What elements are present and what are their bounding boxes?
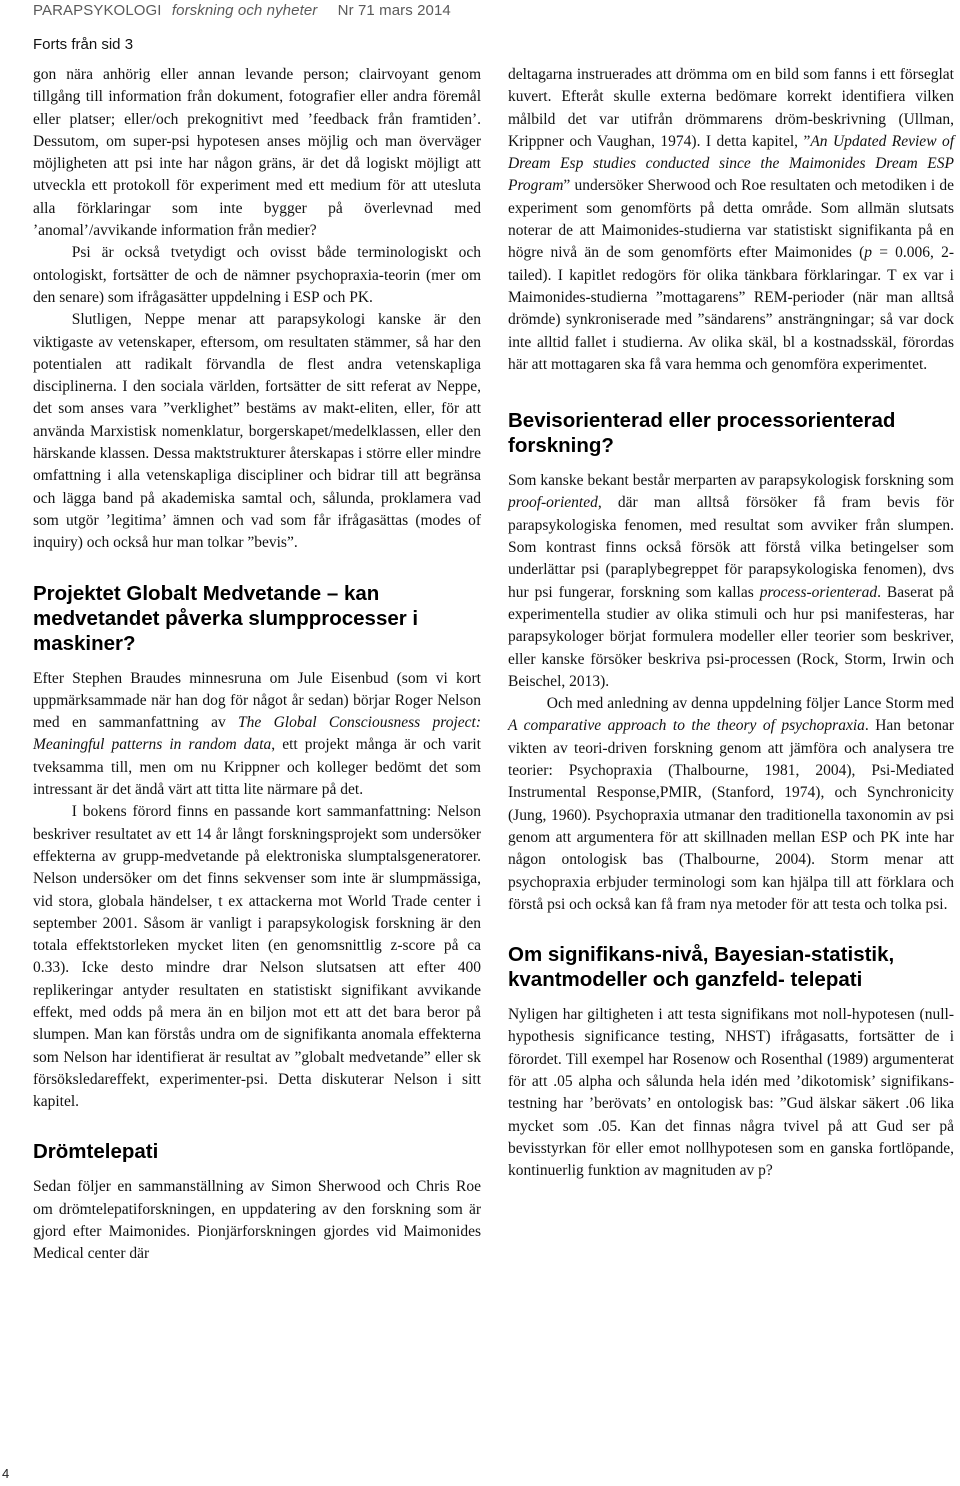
left-paragraph-3: Slutligen, Neppe menar att parapsykologi kanske är den viktigaste av vetenskaper, eftersom, om resultaten stämmer, så har den potentialen att radikalt förvandla de flest andra vetenskapliga disciplinerna. I den sociala världen, fortsätter de sitt referat av Neppe, det som anses vara ”verklighet” bestäms av makt-eliten, eller, för att använda Marxistisk nomenklatur, borgerskapet/medelklassen, eller den härskande klassen. Dessa maktstrukturer återskapas i större eller mindre omfattning i alla vetenskapliga discipliner och bidrar till att begränsa och lägga band på akademiska samtal och, sålunda, proklamera vad som utgör ’legitima’ ämnen och vad som får ifrågasättas (modes of inquiry) och också hur man tolkar ”bevis”.	[33, 311, 481, 552]
text-run: Efter Stephen Braudes minnesruna om Jule Eisenbud (som vi kort uppmärksammade när han dog för något år sedan) börjar Roger Nelson med en sammanfattning av	[33, 669, 481, 732]
left-paragraph-2: Psi är också tvetydigt och ovisst både terminologiskt och ontologiskt, fortsätter de och de nämner psychopraxia-teorin (mer om den senare) som ifrågasätter uppdelning i ESP och PK.	[33, 244, 481, 306]
left-paragraph-5: I bokens förord finns en passande kort sammanfattning: Nelson beskriver resultatet av ett 14 år långt forskningsprojekt som undersöker effekterna av grupp-medvetande på elektroniska slumptalsgeneratorer. Nelson undersöker om det finns sekvenser som inte är slumpmässiga, vid stora, globala händelser, t ex attackerna mot World Trade center i september 2001. Såsom är vanligt i parapsykologisk forskning är den totala effektstorleken mycket liten (en genomsnittlig z-score på ca 0.33). Icke desto mindre drar Nelson slutsatsen att efter 400 replikeringar antyder resultaten en statistiskt signifikant avvikande effekt, med odds på mera än en biljon mot ett att det bara beror på slumpen. Man kan förstås undra om de signifikanta anomala effekterna som Nelson har identifierat är resultat av ”globalt medvetande” eller sk försöksledareffekt, experimenter-psi. Detta diskuterar Nelson i sitt kapitel.	[33, 803, 481, 1111]
left-column	[33, 64, 481, 1266]
left-paragraph-6: Sedan följer en sammanställning av Simon Sherwood och Chris Roe om drömtelepatiforskningen, en uppdatering av den forskning som är gjord efter Maimonides. Pionjärforskningen gjordes vid Maimonides Medical center där	[33, 1178, 481, 1263]
text-run: ” undersöker Sherwood och Roe resultaten och metodiken i de experiment som genomförts på detta område. Som allmän slutsats noterar de att Maimonides-studierna var statistiskt signifikanta på en högre nivå än de som genomförts efter Maimonides (	[508, 177, 954, 262]
continued-from-label: Forts från sid 3	[33, 36, 134, 53]
book-title: The Global Consciousness project: Meaningful patterns in random data	[33, 714, 481, 754]
text-run: Som kanske bekant består merparten av parapsykologisk forskning som	[508, 472, 954, 490]
heading-significance-level: Om signifikans-nivå, Bayesian-statistik, kvantmodeller och ganzfeld- telepati	[508, 943, 895, 992]
text-run: . Baserat på experimentella studier av olika stimuli och hur psi manifesteras, har parapsykologer börjat formulera modeller eller teorier som beskriver, eller kanske försöker beskriva psi-processen (Rock, Storm, Irwin och Beischel, 2013).	[508, 583, 955, 690]
term-process-oriented: process-orienterad	[759, 583, 878, 601]
right-paragraph-2	[508, 470, 954, 693]
left-paragraph-1: gon nära anhörig eller annan levande person; clairvoyant genom tillgång till information från dokument, fotografier eller andra föremål eller platser; eller/och prekognitivt med ’feedback från framtiden’. Dessutom, om super-psi hypotesen anses möjlig och man överväger möjligheten att psi inte har någon gräns, är det då logiskt möjligt att utveckla ett protokoll för experiment med ett medium för att utesluta alla förklaringar som inte bygger på överlevnad med ’anomal’/avvikande information från medier?	[33, 66, 481, 240]
text-run: , där man alltså försöker få fram bevis för parapsykologiska fenomen, med resultat som avviker från slumpen. Som kontrast finns också försök att förstå vilka betingelser som underlättar psi (paraplybegreppet för parapsykologiska fenomen), dvs hur psi fungerar, forskning som kallas	[508, 494, 954, 601]
right-paragraph-4: Nyligen har giltigheten i att testa signifikans mot noll-hypotesen (null-hypothesis significance testing, NHST) ifrågasatts, fortsätter de i förordet. Till exempel har Rosenow och Rosenthal (1989) argumenterat för att .05 alpha och sålunda hela idén med ’dikotomisk’ signifikans-testning har ’berövats’ en ontologisk bas: ”Gud älskar säkert .06 lika mycket som .05. Kan det finnas några tvivel på att Gud ser på bevisstyrkan för eller emot nollhypotesen som en ganska fortlöpande, kontinuerlig funktion av magnituden av p?	[508, 1006, 954, 1180]
right-paragraph-3	[508, 693, 954, 916]
text-run: , ett projekt många är och varit tveksamma till, men om nu Krippner och kolleger bedömt det som intressant är det ändå värt att titta lite närmare på det.	[33, 736, 481, 799]
term-proof-oriented: proof-oriented	[508, 494, 598, 512]
heading-proof-vs-process: Bevisorienterad eller processorienterad forskning?	[508, 409, 896, 458]
p-value-symbol: p	[864, 244, 873, 262]
running-header	[33, 2, 933, 28]
chapter-title: A comparative approach to the theory of psychopraxia	[508, 717, 865, 735]
left-paragraph-4	[33, 668, 481, 802]
header-subtitle: forskning och nyheter	[171, 2, 318, 19]
heading-dream-telepathy: Drömtelepati	[33, 1140, 159, 1164]
page-number: 4	[2, 1466, 10, 1481]
text-run: deltagarna instruerades att drömma om en bild som fanns i ett förseglat kuvert. Efteråt skulle externa bedömare korrekt identifiera vilken målbild det var utifrån drömmarens dröm-beskrivning (Ullman, Krippner och Vaughan, 1974). I detta kapitel, ”	[508, 66, 954, 150]
header-issue: Nr 71 mars 2014	[337, 2, 451, 19]
text-run: . Han betonar vikten av teori-driven forskning genom att jämföra och analysera tre teorier: Psychopraxia (Thalbourne, 1981, 2004), Psi-Mediated Instrumental Response,PMIR, (Stanford, 1974), och Synchronicity (Jung, 1960). Psychopraxia utmanar den traditionella taxonomin av psi genom att argumentera för att skillnaden mellan ESP och PK inte har någon ontologisk bas (Thalbourne, 2004). Storm menar att psychopraxia erbjuder terminologi som kan hjälpa till att förklara och förstå psi och också kan få fram nya metoder för att testa och tolka psi.	[508, 717, 954, 913]
text-run: Och med anledning av denna uppdelning följer Lance Storm med	[546, 695, 954, 713]
text-run: = 0.006, 2-tailed). I kapitlet redogörs för olika tänkbara förklaringar. T ex var i Maimonides-studierna ”mottagarens” REM-perioder (när man alltså drömde) synkroniserade med ”sändarens” ansträngningar; så var dock inte alltid fallet i studierna. Av olika skäl, bl a kostnadsskäl, förordas här att mottagaren ska få vara hemma och genomföra experimentet.	[508, 244, 954, 373]
header-brand: PARAPSYKOLOGI	[33, 2, 162, 19]
chapter-title: An Updated Review of Dream Esp studies conducted since the Maimonides Dream ESP Program	[508, 132, 955, 195]
right-column	[508, 64, 954, 1182]
right-paragraph-1	[508, 64, 954, 376]
heading-global-consciousness: Projektet Globalt Medvetande – kan medvetandet påverka slumpprocesser i maskiner?	[33, 581, 419, 655]
